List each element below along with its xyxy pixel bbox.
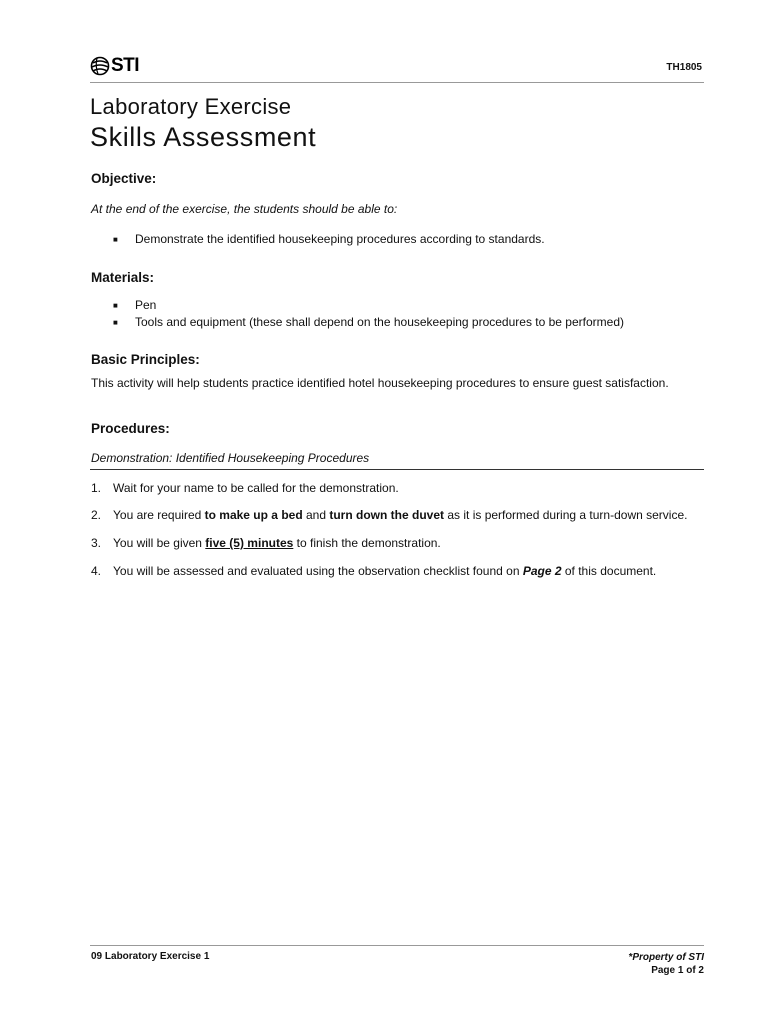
sti-globe-icon xyxy=(90,56,110,76)
step-text-part: of this document. xyxy=(561,564,657,578)
objective-heading: Objective: xyxy=(91,171,157,186)
footer-document-name: 09 Laboratory Exercise 1 xyxy=(91,951,210,962)
step-text-part: as it is performed during a turn-down service. xyxy=(444,508,688,522)
step-emphasis: to make up a bed xyxy=(204,508,303,522)
step-number: 3. xyxy=(91,536,102,550)
step-emphasis: Page 2 xyxy=(522,564,562,578)
step-text-part: You are required xyxy=(113,508,205,522)
section-divider xyxy=(90,469,704,470)
objective-item-text: Demonstrate the identified housekeeping procedures according to standards. xyxy=(135,232,545,246)
step-text-part: You will be given xyxy=(113,536,206,550)
step-text xyxy=(113,481,399,495)
page-number: Page 1 of 2 xyxy=(651,965,704,976)
step-number: 4. xyxy=(91,564,102,578)
step-text-part: to finish the demonstration. xyxy=(293,536,441,550)
objective-intro: At the end of the exercise, the students should be able to: xyxy=(91,202,398,216)
step-text-part: You will be assessed and evaluated using the observation checklist found on xyxy=(113,564,523,578)
step-text xyxy=(113,536,441,550)
step-number: 2. xyxy=(91,508,102,522)
bullet-icon: ■ xyxy=(113,235,118,244)
footer-divider xyxy=(90,945,704,946)
document-type-title: Laboratory Exercise xyxy=(90,94,292,119)
step-emphasis: five (5) minutes xyxy=(205,536,294,550)
document-title: Skills Assessment xyxy=(90,122,317,152)
procedures-heading: Procedures: xyxy=(91,421,170,436)
page-header xyxy=(90,50,704,83)
sti-logo xyxy=(90,55,139,77)
step-text-part: Wait for your name to be called for the demonstration. xyxy=(113,481,399,495)
objective-item xyxy=(113,232,545,247)
document-code: TH1805 xyxy=(666,62,702,73)
step-emphasis: turn down the duvet xyxy=(329,508,445,522)
step-number: 1. xyxy=(91,481,102,495)
bullet-icon: ■ xyxy=(113,318,118,327)
basic-principles-heading: Basic Principles: xyxy=(91,352,200,367)
procedure-step xyxy=(91,481,399,495)
procedures-subheading: Demonstration: Identified Housekeeping Procedures xyxy=(91,451,370,465)
step-text xyxy=(113,564,656,578)
materials-item xyxy=(113,298,156,313)
procedure-step xyxy=(91,564,656,578)
basic-principles-text: This activity will help students practice identified hotel housekeeping procedures to ensure guest satisfaction. xyxy=(91,376,669,390)
procedure-step xyxy=(91,536,441,550)
step-text xyxy=(113,508,687,522)
materials-heading: Materials: xyxy=(91,270,155,285)
materials-item-text: Pen xyxy=(135,298,157,312)
materials-item-text: Tools and equipment (these shall depend on the housekeeping procedures to be performed) xyxy=(135,315,624,329)
materials-item xyxy=(113,315,624,330)
property-notice: *Property of STI xyxy=(628,952,704,963)
procedure-step xyxy=(91,508,687,522)
bullet-icon: ■ xyxy=(113,301,118,310)
footer-right xyxy=(628,951,704,977)
step-text-part: and xyxy=(302,508,330,522)
logo-text: STI xyxy=(111,55,140,76)
